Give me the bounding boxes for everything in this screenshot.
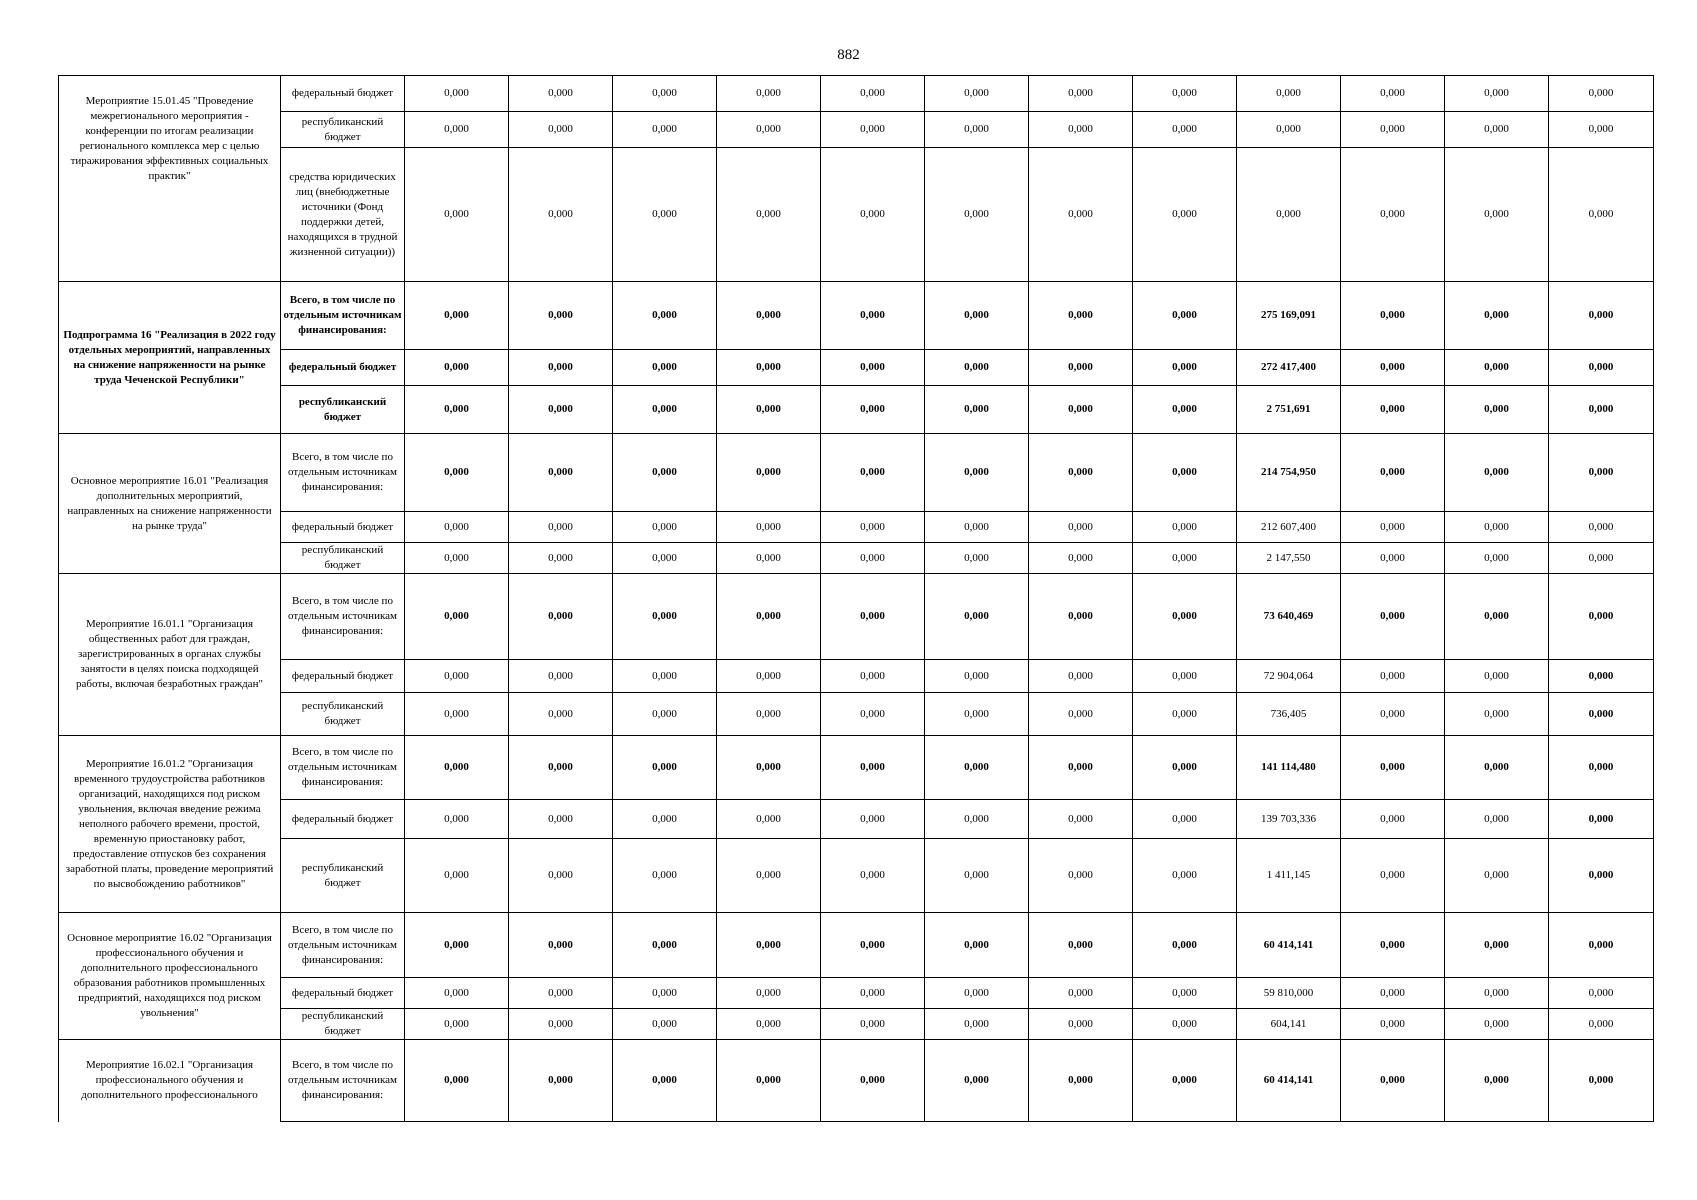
value-cell: 0,000 [1029, 800, 1133, 839]
value-cell: 0,000 [1341, 800, 1445, 839]
value-cell: 0,000 [1549, 693, 1654, 736]
value-cell: 0,000 [1133, 112, 1237, 148]
value-cell: 0,000 [613, 1009, 717, 1040]
funding-source: федеральный бюджет [281, 512, 405, 543]
value-cell: 0,000 [613, 1040, 717, 1122]
value-cell: 0,000 [509, 282, 613, 350]
value-cell: 0,000 [925, 434, 1029, 512]
value-cell: 0,000 [925, 839, 1029, 913]
value-cell: 0,000 [405, 350, 509, 386]
value-cell: 0,000 [1029, 434, 1133, 512]
value-cell: 0,000 [1133, 800, 1237, 839]
value-cell: 0,000 [1549, 282, 1654, 350]
value-cell: 0,000 [1445, 693, 1549, 736]
value-cell: 0,000 [1237, 112, 1341, 148]
value-cell: 0,000 [717, 148, 821, 282]
value-cell: 1 411,145 [1237, 839, 1341, 913]
value-cell: 0,000 [1029, 913, 1133, 978]
value-cell: 0,000 [1029, 736, 1133, 800]
value-cell: 0,000 [821, 978, 925, 1009]
table-row [59, 574, 1654, 660]
value-cell: 60 414,141 [1237, 1040, 1341, 1122]
value-cell: 0,000 [613, 978, 717, 1009]
value-cell: 0,000 [1549, 913, 1654, 978]
value-cell: 0,000 [925, 978, 1029, 1009]
value-cell: 0,000 [1341, 660, 1445, 693]
value-cell: 0,000 [821, 839, 925, 913]
value-cell: 0,000 [613, 574, 717, 660]
value-cell: 0,000 [509, 1040, 613, 1122]
value-cell: 0,000 [405, 800, 509, 839]
value-cell: 0,000 [821, 660, 925, 693]
value-cell: 0,000 [1341, 1009, 1445, 1040]
value-cell: 0,000 [613, 839, 717, 913]
value-cell: 0,000 [1029, 543, 1133, 574]
value-cell: 0,000 [405, 512, 509, 543]
value-cell: 0,000 [1237, 148, 1341, 282]
value-cell: 0,000 [509, 660, 613, 693]
value-cell: 0,000 [1341, 543, 1445, 574]
value-cell: 0,000 [925, 282, 1029, 350]
value-cell: 0,000 [821, 1009, 925, 1040]
value-cell: 73 640,469 [1237, 574, 1341, 660]
value-cell: 0,000 [1133, 693, 1237, 736]
value-cell: 0,000 [925, 386, 1029, 434]
value-cell: 0,000 [1549, 350, 1654, 386]
value-cell: 0,000 [613, 282, 717, 350]
value-cell: 0,000 [1029, 386, 1133, 434]
value-cell: 0,000 [1029, 1040, 1133, 1122]
value-cell: 0,000 [1133, 660, 1237, 693]
event-name: Подпрограмма 16 "Реализация в 2022 году отдельных мероприятий, направленных на снижение напряженности на рынке труда Чеченской Республики" [59, 282, 281, 434]
value-cell: 0,000 [1341, 350, 1445, 386]
value-cell: 0,000 [405, 1040, 509, 1122]
value-cell: 0,000 [1549, 148, 1654, 282]
table-row [59, 978, 1654, 1009]
value-cell: 0,000 [1549, 76, 1654, 112]
value-cell: 0,000 [1341, 913, 1445, 978]
value-cell: 0,000 [1341, 434, 1445, 512]
value-cell: 0,000 [1133, 978, 1237, 1009]
value-cell: 0,000 [1549, 1009, 1654, 1040]
value-cell: 0,000 [1341, 693, 1445, 736]
table-row [59, 800, 1654, 839]
value-cell: 2 751,691 [1237, 386, 1341, 434]
value-cell: 0,000 [1549, 839, 1654, 913]
value-cell: 0,000 [821, 148, 925, 282]
value-cell: 0,000 [1549, 978, 1654, 1009]
value-cell: 0,000 [1341, 512, 1445, 543]
value-cell: 0,000 [613, 543, 717, 574]
value-cell: 0,000 [1341, 112, 1445, 148]
value-cell: 0,000 [613, 660, 717, 693]
value-cell: 0,000 [1445, 736, 1549, 800]
value-cell: 0,000 [821, 913, 925, 978]
value-cell: 0,000 [405, 913, 509, 978]
value-cell: 0,000 [1029, 350, 1133, 386]
value-cell: 60 414,141 [1237, 913, 1341, 978]
value-cell: 0,000 [821, 282, 925, 350]
table-row [59, 1009, 1654, 1040]
value-cell: 0,000 [405, 574, 509, 660]
value-cell: 0,000 [717, 660, 821, 693]
value-cell: 0,000 [717, 350, 821, 386]
value-cell: 0,000 [1445, 512, 1549, 543]
funding-source: республиканский бюджет [281, 693, 405, 736]
funding-source: республиканский бюджет [281, 112, 405, 148]
value-cell: 0,000 [1133, 282, 1237, 350]
value-cell: 0,000 [1029, 839, 1133, 913]
value-cell: 0,000 [1549, 112, 1654, 148]
value-cell: 0,000 [925, 76, 1029, 112]
value-cell: 0,000 [613, 434, 717, 512]
table-row [59, 112, 1654, 148]
value-cell: 0,000 [1549, 386, 1654, 434]
value-cell: 0,000 [821, 800, 925, 839]
value-cell: 0,000 [717, 1009, 821, 1040]
value-cell: 0,000 [1445, 800, 1549, 839]
value-cell: 0,000 [821, 543, 925, 574]
value-cell: 0,000 [613, 512, 717, 543]
value-cell: 0,000 [613, 148, 717, 282]
value-cell: 0,000 [1549, 512, 1654, 543]
value-cell: 0,000 [1445, 386, 1549, 434]
value-cell: 0,000 [1341, 1040, 1445, 1122]
event-name: Мероприятие 16.01.2 "Организация временного трудоустройства работников организаций, находящихся под риском увольнения, включая введение режима неполного рабочего времени, простой, временную приостановку работ, предоставление отпусков без сохранения заработной платы, проведение мероприятий по высвобождению работников" [59, 736, 281, 913]
table-row [59, 148, 1654, 282]
value-cell: 0,000 [1445, 543, 1549, 574]
value-cell: 0,000 [821, 693, 925, 736]
value-cell: 0,000 [1133, 913, 1237, 978]
value-cell: 0,000 [509, 800, 613, 839]
value-cell: 0,000 [405, 148, 509, 282]
value-cell: 0,000 [405, 978, 509, 1009]
value-cell: 0,000 [925, 1040, 1029, 1122]
value-cell: 0,000 [1445, 1009, 1549, 1040]
value-cell: 604,141 [1237, 1009, 1341, 1040]
value-cell: 0,000 [1445, 148, 1549, 282]
value-cell: 0,000 [821, 112, 925, 148]
value-cell: 0,000 [1029, 978, 1133, 1009]
value-cell: 139 703,336 [1237, 800, 1341, 839]
value-cell: 0,000 [1133, 350, 1237, 386]
value-cell: 212 607,400 [1237, 512, 1341, 543]
value-cell: 0,000 [509, 1009, 613, 1040]
value-cell: 0,000 [509, 543, 613, 574]
funding-source: Всего, в том числе по отдельным источникам финансирования: [281, 1040, 405, 1122]
value-cell: 0,000 [717, 1040, 821, 1122]
value-cell: 0,000 [1445, 112, 1549, 148]
value-cell: 0,000 [821, 574, 925, 660]
value-cell: 0,000 [509, 434, 613, 512]
value-cell: 0,000 [1341, 839, 1445, 913]
value-cell: 0,000 [1133, 148, 1237, 282]
value-cell: 0,000 [509, 978, 613, 1009]
funding-source: федеральный бюджет [281, 76, 405, 112]
value-cell: 0,000 [1341, 978, 1445, 1009]
value-cell: 0,000 [1341, 574, 1445, 660]
funding-source: Всего, в том числе по отдельным источникам финансирования: [281, 736, 405, 800]
value-cell: 0,000 [1445, 839, 1549, 913]
value-cell: 0,000 [509, 736, 613, 800]
value-cell: 0,000 [509, 839, 613, 913]
value-cell: 0,000 [509, 913, 613, 978]
value-cell: 0,000 [1445, 282, 1549, 350]
value-cell: 0,000 [1029, 76, 1133, 112]
value-cell: 0,000 [1133, 434, 1237, 512]
event-name: Основное мероприятие 16.01 "Реализация дополнительных мероприятий, направленных на снижение напряженности на рынке труда" [59, 434, 281, 574]
table-row [59, 282, 1654, 350]
value-cell: 0,000 [717, 693, 821, 736]
value-cell: 0,000 [925, 543, 1029, 574]
funding-source: республиканский бюджет [281, 386, 405, 434]
value-cell: 0,000 [717, 913, 821, 978]
value-cell: 0,000 [1029, 282, 1133, 350]
value-cell: 0,000 [1341, 736, 1445, 800]
funding-source: республиканский бюджет [281, 543, 405, 574]
value-cell: 0,000 [717, 839, 821, 913]
value-cell: 0,000 [405, 693, 509, 736]
value-cell: 214 754,950 [1237, 434, 1341, 512]
value-cell: 0,000 [821, 434, 925, 512]
event-name: Мероприятие 15.01.45 "Проведение межрегионального мероприятия - конференции по итогам реализации регионального комплекса мер с целью тиражирования эффективных социальных практик" [59, 76, 281, 282]
value-cell: 0,000 [509, 512, 613, 543]
value-cell: 0,000 [1029, 660, 1133, 693]
value-cell: 0,000 [717, 434, 821, 512]
value-cell: 0,000 [613, 112, 717, 148]
value-cell: 0,000 [717, 512, 821, 543]
value-cell: 0,000 [1549, 574, 1654, 660]
value-cell: 0,000 [1445, 978, 1549, 1009]
table-row [59, 512, 1654, 543]
table-row [59, 839, 1654, 913]
value-cell: 0,000 [717, 543, 821, 574]
value-cell: 0,000 [1445, 76, 1549, 112]
value-cell: 0,000 [717, 112, 821, 148]
value-cell: 736,405 [1237, 693, 1341, 736]
value-cell: 0,000 [1133, 1009, 1237, 1040]
value-cell: 141 114,480 [1237, 736, 1341, 800]
value-cell: 59 810,000 [1237, 978, 1341, 1009]
value-cell: 0,000 [925, 574, 1029, 660]
value-cell: 0,000 [1445, 574, 1549, 660]
value-cell: 0,000 [613, 350, 717, 386]
value-cell: 0,000 [613, 693, 717, 736]
value-cell: 0,000 [1445, 434, 1549, 512]
funding-source: федеральный бюджет [281, 978, 405, 1009]
value-cell: 0,000 [821, 512, 925, 543]
value-cell: 0,000 [509, 76, 613, 112]
value-cell: 0,000 [405, 1009, 509, 1040]
value-cell: 0,000 [405, 543, 509, 574]
table-row [59, 736, 1654, 800]
value-cell: 0,000 [1133, 512, 1237, 543]
value-cell: 0,000 [717, 574, 821, 660]
table-row [59, 76, 1654, 112]
value-cell: 0,000 [717, 282, 821, 350]
value-cell: 0,000 [1549, 800, 1654, 839]
value-cell: 275 169,091 [1237, 282, 1341, 350]
value-cell: 0,000 [821, 736, 925, 800]
value-cell: 2 147,550 [1237, 543, 1341, 574]
value-cell: 0,000 [613, 800, 717, 839]
value-cell: 0,000 [1549, 660, 1654, 693]
value-cell: 0,000 [405, 386, 509, 434]
value-cell: 0,000 [925, 350, 1029, 386]
value-cell: 0,000 [1133, 386, 1237, 434]
value-cell: 0,000 [613, 386, 717, 434]
value-cell: 0,000 [925, 1009, 1029, 1040]
value-cell: 0,000 [405, 660, 509, 693]
funding-source: Всего, в том числе по отдельным источникам финансирования: [281, 434, 405, 512]
table-row [59, 660, 1654, 693]
value-cell: 0,000 [925, 913, 1029, 978]
value-cell: 0,000 [925, 112, 1029, 148]
value-cell: 0,000 [1341, 386, 1445, 434]
value-cell: 0,000 [613, 76, 717, 112]
value-cell: 0,000 [405, 839, 509, 913]
value-cell: 0,000 [717, 736, 821, 800]
value-cell: 0,000 [717, 386, 821, 434]
value-cell: 0,000 [821, 1040, 925, 1122]
value-cell: 0,000 [821, 350, 925, 386]
table-row [59, 1040, 1654, 1122]
value-cell: 0,000 [925, 660, 1029, 693]
value-cell: 0,000 [821, 386, 925, 434]
table-row [59, 434, 1654, 512]
table-row [59, 350, 1654, 386]
value-cell: 0,000 [509, 693, 613, 736]
funding-source: Всего, в том числе по отдельным источникам финансирования: [281, 913, 405, 978]
value-cell: 0,000 [1445, 350, 1549, 386]
value-cell: 0,000 [717, 978, 821, 1009]
value-cell: 0,000 [405, 282, 509, 350]
event-name: Мероприятие 16.01.1 "Организация общественных работ для граждан, зарегистрированных в органах службы занятости в целях поиска подходящей работы, включая безработных граждан" [59, 574, 281, 736]
value-cell: 0,000 [1029, 693, 1133, 736]
value-cell: 0,000 [1133, 736, 1237, 800]
event-name: Мероприятие 16.02.1 "Организация профессионального обучения и дополнительного профессионального [59, 1040, 281, 1122]
value-cell: 272 417,400 [1237, 350, 1341, 386]
value-cell: 0,000 [1133, 574, 1237, 660]
value-cell: 0,000 [1029, 512, 1133, 543]
value-cell: 0,000 [1549, 1040, 1654, 1122]
value-cell: 0,000 [509, 148, 613, 282]
value-cell: 0,000 [1133, 543, 1237, 574]
funding-source: республиканский бюджет [281, 839, 405, 913]
value-cell: 0,000 [405, 434, 509, 512]
value-cell: 0,000 [925, 512, 1029, 543]
value-cell: 0,000 [1029, 112, 1133, 148]
value-cell: 72 904,064 [1237, 660, 1341, 693]
funding-source: Всего, в том числе по отдельным источникам финансирования: [281, 282, 405, 350]
value-cell: 0,000 [1029, 1009, 1133, 1040]
value-cell: 0,000 [1133, 839, 1237, 913]
value-cell: 0,000 [1029, 148, 1133, 282]
value-cell: 0,000 [1445, 1040, 1549, 1122]
table-row [59, 693, 1654, 736]
value-cell: 0,000 [1445, 660, 1549, 693]
value-cell: 0,000 [509, 112, 613, 148]
value-cell: 0,000 [1133, 76, 1237, 112]
table-row [59, 543, 1654, 574]
value-cell: 0,000 [821, 76, 925, 112]
value-cell: 0,000 [717, 800, 821, 839]
page-number: 882 [837, 47, 860, 63]
funding-source: республиканский бюджет [281, 1009, 405, 1040]
funding-source: федеральный бюджет [281, 350, 405, 386]
value-cell: 0,000 [925, 736, 1029, 800]
value-cell: 0,000 [1237, 76, 1341, 112]
funding-source: Всего, в том числе по отдельным источникам финансирования: [281, 574, 405, 660]
funding-source: федеральный бюджет [281, 660, 405, 693]
value-cell: 0,000 [509, 574, 613, 660]
value-cell: 0,000 [1549, 434, 1654, 512]
table-row [59, 913, 1654, 978]
value-cell: 0,000 [717, 76, 821, 112]
value-cell: 0,000 [405, 736, 509, 800]
value-cell: 0,000 [1133, 1040, 1237, 1122]
value-cell: 0,000 [509, 350, 613, 386]
value-cell: 0,000 [405, 112, 509, 148]
funding-source: средства юридических лиц (внебюджетные источники (Фонд поддержки детей, находящихся в трудной жизненной ситуации)) [281, 148, 405, 282]
value-cell: 0,000 [613, 913, 717, 978]
budget-table [58, 75, 1654, 1122]
funding-source: федеральный бюджет [281, 800, 405, 839]
value-cell: 0,000 [925, 693, 1029, 736]
value-cell: 0,000 [1445, 913, 1549, 978]
value-cell: 0,000 [1029, 574, 1133, 660]
value-cell: 0,000 [509, 386, 613, 434]
table-body [59, 76, 1654, 1122]
value-cell: 0,000 [925, 148, 1029, 282]
value-cell: 0,000 [925, 800, 1029, 839]
table-row [59, 386, 1654, 434]
event-name: Основное мероприятие 16.02 "Организация профессионального обучения и дополнительного профессионального образования работников промышленных предприятий, находящихся под риском увольнения" [59, 913, 281, 1040]
value-cell: 0,000 [1341, 148, 1445, 282]
value-cell: 0,000 [1341, 76, 1445, 112]
value-cell: 0,000 [405, 76, 509, 112]
value-cell: 0,000 [1549, 543, 1654, 574]
value-cell: 0,000 [613, 736, 717, 800]
value-cell: 0,000 [1341, 282, 1445, 350]
value-cell: 0,000 [1549, 736, 1654, 800]
